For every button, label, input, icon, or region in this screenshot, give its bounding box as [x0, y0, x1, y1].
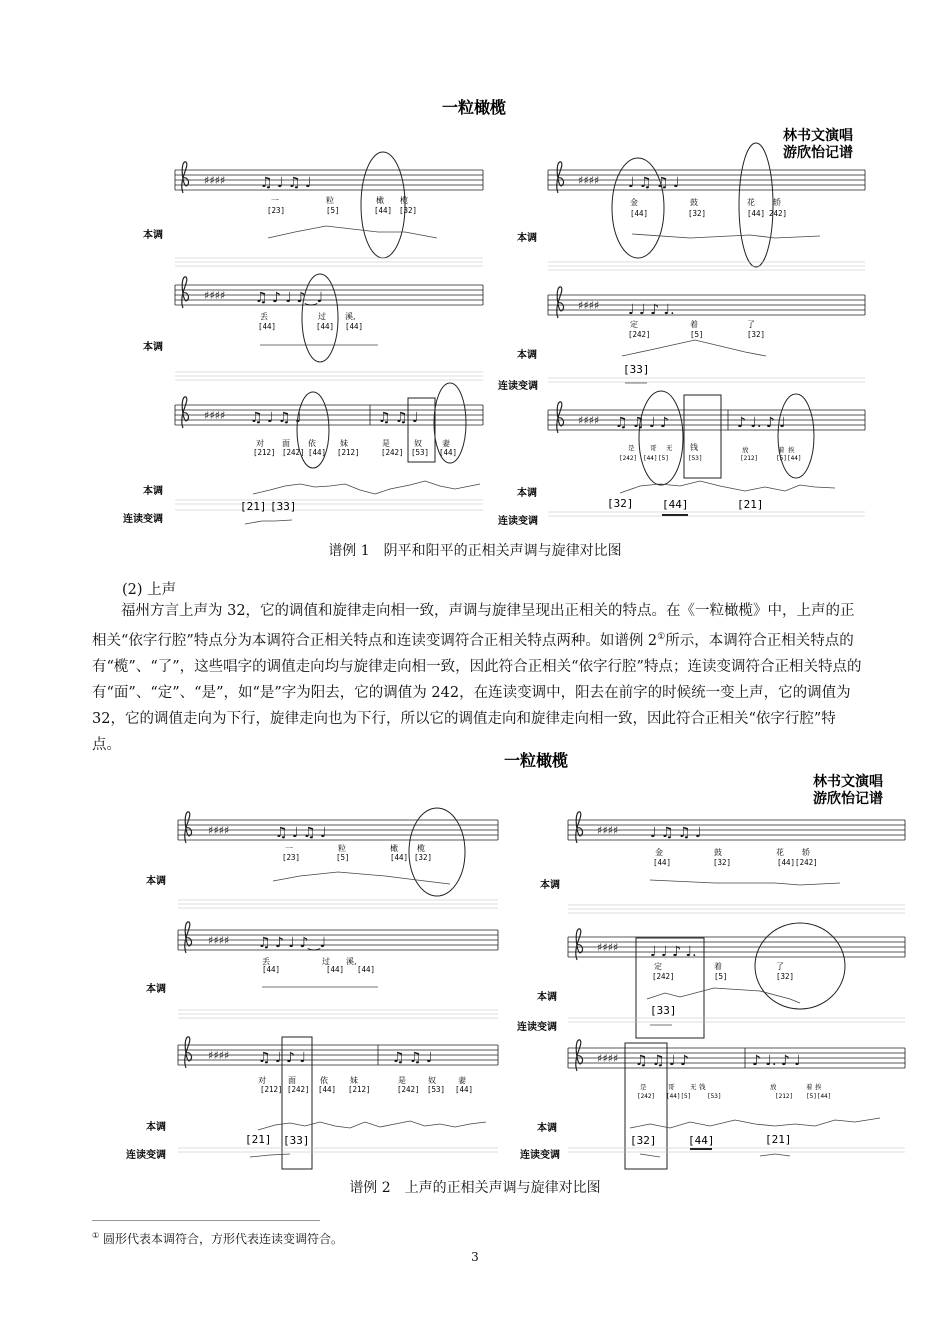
lyric: 是: [628, 444, 635, 452]
lyric: 一: [285, 844, 293, 853]
section-heading: (2) 上声: [122, 582, 177, 598]
figure-2-right-notes-3a: ♫ ♫ ♩ ♪: [635, 1053, 689, 1069]
lyric: 妻: [442, 439, 450, 448]
tone-value: [212]: [775, 1093, 794, 1100]
tone-value: 242]: [769, 209, 788, 218]
figure-1-left-notes-2: ♫ ♪ ♩ ♪‿♩: [255, 290, 324, 306]
tone-value: [242]: [619, 455, 638, 462]
sandhi-value: [32]: [607, 497, 634, 510]
row-label-lian-du: 连读变调: [126, 1150, 166, 1161]
tone-value: [212]: [348, 1085, 371, 1094]
tone-value: [5]: [776, 455, 787, 462]
figure-2-caption: 谱例 2 上声的正相关声调与旋律对比图: [349, 1180, 601, 1196]
tone-value: [242]: [652, 972, 675, 981]
tone-grid: [178, 1010, 498, 1018]
lyric: 对: [258, 1076, 266, 1085]
sandhi-contour-line: [250, 1154, 290, 1157]
lyric: 妹: [350, 1076, 358, 1085]
figure-2-right-key-2: ♯♯♯♯: [597, 941, 619, 954]
figure-2-left-key-1: ♯♯♯♯: [208, 824, 230, 837]
tone-value: [32]: [747, 330, 766, 339]
tone-value: [44]: [345, 322, 364, 331]
footnote-text: 圆形代表本调符合，方形代表连读变调符合。: [103, 1232, 344, 1246]
lyric: 着: [778, 446, 785, 454]
tone-value: [23]: [267, 206, 286, 215]
lyric: 着: [714, 962, 722, 971]
circle-marker: [778, 394, 814, 478]
lyric: 钱: [690, 443, 698, 452]
tone-value: [44]: [390, 853, 409, 862]
tone-grid: [175, 372, 483, 380]
tone-value: [44]: [653, 858, 672, 867]
lyric: 是: [398, 1076, 406, 1085]
sandhi-contour-line: [640, 1154, 660, 1157]
row-label-ben-diao: 本调: [143, 230, 163, 241]
tone-value: [53]: [707, 1093, 722, 1100]
figure-2-right-notes-1: ♩ ♫ ♫ ♩: [650, 825, 702, 841]
tone-value: [5]: [714, 972, 728, 981]
lyric: 过: [318, 312, 326, 321]
row-label-ben-diao: 本调: [146, 1122, 166, 1133]
figure-1-caption: 谱例 1 阴平和阳平的正相关声调与旋律对比图: [328, 543, 622, 559]
lyric: 轿: [773, 198, 781, 207]
lyric: 对: [256, 439, 264, 448]
tone-value: [44]: [357, 965, 376, 974]
tone-grid: [568, 1018, 905, 1022]
sandhi-value: [33]: [283, 1134, 310, 1147]
tone-value: [242]: [287, 1085, 310, 1094]
lyric: 挨: [815, 1083, 822, 1091]
footnote-ref: ①: [657, 632, 666, 642]
lyric: 放: [770, 1083, 777, 1091]
lyric: 定: [630, 320, 638, 329]
tone-grid: [175, 500, 483, 510]
tone-grid: [175, 258, 483, 266]
tone-grid: [178, 900, 498, 908]
figure-1-right-notes-1: ♩ ♫ ♫ ♩: [628, 175, 680, 191]
row-label-ben-diao: 本调: [143, 342, 163, 353]
tone-value: [5]: [690, 330, 704, 339]
score-figure-2: [0, 748, 950, 1178]
lyric: 一: [271, 196, 279, 205]
row-label-ben-diao: 本调: [143, 486, 163, 497]
figure-2-right-notes-3b: ♪ ♩. ♪ ♩: [752, 1053, 801, 1069]
tone-grid: [548, 512, 865, 516]
lyric: 花: [776, 848, 784, 857]
lyric: 榄: [417, 844, 425, 853]
row-label-lian-du: 连读变调: [517, 1022, 557, 1033]
lyric: 放: [742, 446, 749, 454]
lyric: 橄: [390, 844, 398, 853]
figure-2-credit-notation: 游欣怡记谱: [813, 791, 883, 807]
lyric: 花: [747, 198, 755, 207]
row-label-lian-du: 连读变调: [520, 1150, 560, 1161]
tone-value: [44]: [787, 455, 802, 462]
lyric: 依: [308, 439, 316, 448]
tone-contour-line: [622, 340, 766, 356]
sandhi-value: [21]: [245, 1133, 272, 1146]
tone-value: [44]: [262, 965, 281, 974]
figure-2-right-staff-3: [568, 1040, 905, 1071]
tone-value: [5]: [658, 455, 669, 462]
tone-contour-line: [620, 481, 835, 493]
tone-value: [44]: [318, 1085, 337, 1094]
lyric: 过: [322, 957, 330, 966]
sandhi-value: [44]: [662, 498, 689, 511]
tone-value: [5][44]: [806, 1093, 832, 1100]
sandhi-value: [21]: [765, 1133, 792, 1146]
tone-value: [44]: [747, 209, 766, 218]
tone-value: [212]: [740, 455, 759, 462]
circle-marker: [639, 391, 683, 485]
lyric: 粒: [338, 844, 346, 853]
figure-2-right-staff-1: [568, 812, 905, 843]
lyric: 鼓: [690, 198, 698, 207]
tone-value: [5]: [336, 853, 350, 862]
tone-grid: [568, 1148, 905, 1152]
tone-value: [242]: [397, 1085, 420, 1094]
tone-value: [5]: [326, 206, 340, 215]
tone-value: [53]: [688, 455, 703, 462]
figure-1-left-notes-3b: ♫ ♫ ♩: [378, 410, 419, 426]
figure-1-left-key-3: ♯♯♯♯: [204, 409, 226, 422]
figure-1-right-key-1: ♯♯♯♯: [578, 174, 600, 187]
tone-value: [44]: [630, 209, 649, 218]
footnote-mark: ①: [92, 1231, 100, 1240]
section-paragraph: [92, 598, 862, 758]
tone-value: [44]: [316, 322, 335, 331]
lyric: 了: [747, 320, 755, 329]
figure-2-right-key-1: ♯♯♯♯: [597, 824, 619, 837]
tone-value: [32]: [688, 209, 707, 218]
tone-value: [44][5]: [666, 1093, 692, 1100]
sandhi-value: [33]: [270, 500, 297, 513]
tone-value: [44]: [455, 1085, 474, 1094]
lyric: 钱: [699, 1083, 706, 1091]
lyric: 轿: [802, 848, 810, 857]
figure-1-credit-notation: 游欣怡记谱: [783, 145, 853, 161]
tone-value: [212]: [337, 448, 360, 457]
lyric: 溪,: [345, 312, 356, 321]
lyric: 榄: [400, 196, 408, 205]
sandhi-value: [33]: [623, 363, 650, 376]
row-label-lian-du: 连读变调: [123, 514, 163, 525]
tone-contour-line: [258, 1121, 486, 1130]
lyric: 橄: [376, 196, 384, 205]
circle-marker: [755, 923, 845, 1009]
paragraph-text-rest: 所示，本调符合正相关特点的有“榄”、“了”，这些唱字的调值走向均与旋律走向相一致，因此符合正相关“依字行腔”特点；连读变调符合正相关特点的有“面”、“定”、“是”，如“是”字为阳去，它的调值为 242，在连读变调中，阳去在前字的时候统一变上声，它的调值为 32，它的调值走向为下行，旋律走向也为下行，所以它的调值走向和旋律走向相一致，因此符合正相关“依字行腔”特点。: [92, 632, 862, 753]
figure-2-left-notes-1: ♫ ♩ ♫ ♩: [275, 825, 327, 841]
lyric: 奴: [428, 1076, 436, 1085]
lyric: 奴: [414, 439, 422, 448]
lyric: 丢: [260, 312, 268, 321]
tone-value: [44]: [439, 448, 458, 457]
figure-1-title: 一粒橄榄: [441, 98, 507, 117]
lyric: 面: [282, 439, 290, 448]
lyric: 着: [690, 320, 698, 329]
tone-grid: [548, 378, 865, 382]
score-figure-1: [0, 0, 950, 540]
tone-value: [32]: [414, 853, 433, 862]
tone-contour-line: [650, 880, 840, 885]
tone-grid: [178, 1148, 498, 1152]
sandhi-value: [32]: [630, 1134, 657, 1147]
lyric: 鼓: [714, 848, 722, 857]
figure-1-left-key-1: ♯♯♯♯: [204, 174, 226, 187]
tone-value: [242]: [282, 448, 305, 457]
lyric: 丢: [262, 957, 270, 966]
tone-grid: [568, 905, 905, 913]
lyric: 金: [655, 848, 663, 857]
tone-contour-line: [647, 988, 800, 1003]
figure-2-credit-singer: 林书文演唱: [813, 774, 883, 790]
row-label-ben-diao: 本调: [540, 880, 560, 891]
lyric: 无: [666, 444, 673, 452]
tone-contour-line: [268, 226, 437, 238]
tone-value: [44]: [308, 448, 327, 457]
row-label-ben-diao: 本调: [146, 984, 166, 995]
lyric: 着: [806, 1083, 813, 1091]
page-number: 3: [471, 1250, 479, 1264]
figure-1-right-notes-2: ♩ ♩ ♪ ♩.: [628, 302, 675, 318]
figure-1-left-notes-1: ♫ ♩ ♫ ♩: [260, 175, 312, 191]
row-label-ben-diao: 本调: [537, 1123, 557, 1134]
lyric: 粒: [326, 196, 334, 205]
figure-2-left-notes-2: ♫ ♪ ♩ ♪‿♩: [258, 935, 327, 951]
sandhi-value: [21]: [737, 498, 764, 511]
lyric: 哥: [650, 444, 657, 452]
circle-marker: [361, 152, 405, 258]
row-label-lian-du: 连读变调: [498, 516, 538, 527]
tone-value: [44]: [326, 965, 345, 974]
tone-value: [32]: [713, 858, 732, 867]
lyric: 了: [776, 962, 784, 971]
tone-contour-line: [273, 872, 450, 884]
circle-marker: [612, 158, 664, 258]
figure-1-right-notes-3a: ♫ ♫ ♩ ♪: [615, 415, 669, 431]
tone-grid: [548, 262, 865, 270]
lyric: 哥: [668, 1083, 675, 1091]
tone-contour-line: [253, 481, 480, 494]
tone-value: [44]: [643, 455, 658, 462]
lyric: 挨: [788, 446, 795, 454]
sandhi-contour-line: [760, 1154, 790, 1156]
square-marker: [684, 395, 721, 478]
lyric: 依: [320, 1076, 328, 1085]
tone-value: [44]: [374, 206, 393, 215]
figure-2-right-notes-2: ♩ ♩ ♪ ♩.: [650, 944, 697, 960]
tone-value: [242]: [381, 448, 404, 457]
row-label-ben-diao: 本调: [517, 233, 537, 244]
figure-1-left-key-2: ♯♯♯♯: [204, 289, 226, 302]
tone-value: [53]: [427, 1085, 446, 1094]
lyric: 是: [382, 439, 390, 448]
row-label-ben-diao: 本调: [517, 350, 537, 361]
row-label-lian-du: 连读变调: [498, 381, 538, 392]
tone-value: [242]: [637, 1093, 656, 1100]
figure-2-left-notes-3a: ♫ ♩ ♪ ♩: [258, 1050, 307, 1066]
figure-1-right-key-2: ♯♯♯♯: [578, 299, 600, 312]
figure-1-right-notes-3b: ♪ ♩. ♪ ♩: [737, 415, 786, 431]
lyric: 面: [288, 1076, 296, 1085]
figure-2-right-staff-2: [568, 929, 905, 960]
lyric: 定: [654, 962, 662, 971]
tone-value: [242]: [628, 330, 651, 339]
sandhi-value: [44]: [688, 1134, 715, 1147]
figure-2-right-key-3: ♯♯♯♯: [597, 1052, 619, 1065]
circle-marker: [739, 143, 773, 267]
figure-2-title: 一粒橄榄: [503, 751, 569, 770]
lyric: 是: [640, 1083, 647, 1091]
tone-value: [44]: [258, 322, 277, 331]
tone-value: [44][242]: [777, 858, 818, 867]
tone-value: [32]: [776, 972, 795, 981]
figure-1-left-notes-3a: ♫ ♩ ♫ ♩: [250, 410, 302, 426]
tone-value: [212]: [253, 448, 276, 457]
tone-value: [53]: [411, 448, 430, 457]
paragraph-text: 福州方言上声为 32，它的调值和旋律走向相一致，声调与旋律呈现出正相关的特点。在《一粒橄榄》中，上声的正相关“依字行腔”特点分为本调符合正相关特点和连读变调符合正相关特点两种。如谱例 2: [92, 603, 855, 649]
sandhi-value: [21]: [240, 500, 267, 513]
lyric: 无: [690, 1083, 697, 1091]
figure-2-left-notes-3b: ♫ ♫ ♩: [392, 1050, 433, 1066]
sandhi-value: [33]: [650, 1004, 677, 1017]
tone-value: [212]: [260, 1085, 283, 1094]
lyric: 妹: [340, 439, 348, 448]
tone-value: [23]: [282, 853, 301, 862]
lyric: 溪,: [346, 957, 357, 966]
figure-2-left-key-2: ♯♯♯♯: [208, 934, 230, 947]
figure-1-right-key-3: ♯♯♯♯: [578, 414, 600, 427]
figure-2-left-key-3: ♯♯♯♯: [208, 1049, 230, 1062]
footnote-divider: [92, 1220, 320, 1221]
figure-1-credit-singer: 林书文演唱: [783, 128, 853, 144]
tone-value: [32]: [399, 206, 418, 215]
sandhi-contour-line: [245, 520, 292, 524]
row-label-ben-diao: 本调: [146, 876, 166, 887]
row-label-ben-diao: 本调: [537, 992, 557, 1003]
lyric: 妻: [458, 1076, 466, 1085]
lyric: 金: [630, 198, 638, 207]
footnote: [92, 1230, 343, 1247]
row-label-ben-diao: 本调: [517, 488, 537, 499]
